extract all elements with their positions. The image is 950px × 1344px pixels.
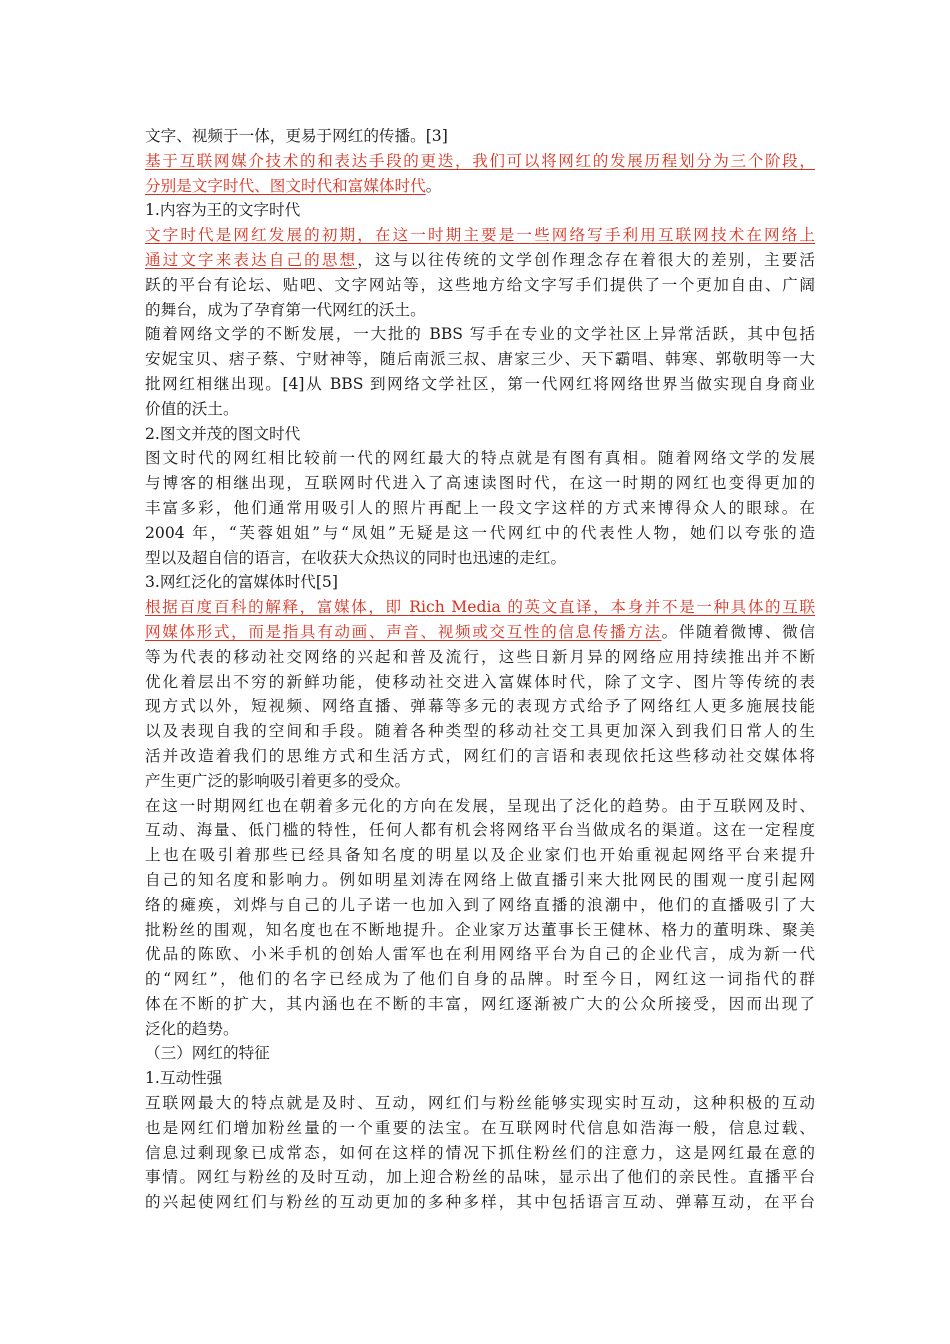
text-run: 的兴起使网红们与粉丝的互动更加的多种多样，其中包括语言互动、弹幕互动，在平台 (145, 1193, 815, 1212)
text-run: 泛化的趋势。 (145, 1019, 239, 1038)
text-line (145, 794, 815, 819)
text-run: 产生更广泛的影响吸引着更多的受众。 (145, 771, 411, 790)
text-line (145, 1165, 815, 1190)
text-run: 上也在吸引着那些已经具备知名度的明星以及企业家们也开始重视起网络平台来提升 (145, 846, 815, 865)
text-line (145, 496, 815, 521)
text-line (145, 198, 815, 223)
text-line (145, 397, 815, 422)
text-line (145, 223, 815, 248)
text-run: 2004 年，“芙蓉姐姐”与“凤姐”无疑是这一代网红中的代表性人物，她们以夸张的造 (145, 523, 815, 542)
text-line (145, 670, 815, 695)
text-line (145, 1017, 815, 1042)
text-line (145, 149, 815, 174)
highlighted-text: 通过文字来表达自己的思想 (145, 250, 358, 269)
text-run: 络的瘫痪，刘烨与自己的儿子诺一也加入到了网络直播的浪潮中，他们的直播吸引了大 (145, 895, 815, 914)
highlighted-text: 基于互联网媒介技术的和表达手段的更迭，我们可以将网红的发展历程划分为三个阶段， (145, 151, 815, 170)
text-run: 3.网红泛化的富媒体时代[5] (145, 573, 338, 592)
text-run: 以及表现自我的空间和手段。随着各种类型的移动社交工具更加深入到我们日常人的生 (145, 722, 815, 741)
text-run: 随着网络文学的不断发展，一大批的 BBS 写手在专业的文学社区上异常活跃，其中包括 (145, 325, 815, 344)
text-run: 1.内容为王的文字时代 (145, 201, 301, 220)
document-page (145, 124, 815, 1215)
text-run: 。伴随着微博、微信 (661, 622, 815, 641)
text-run: 现方式以外，短视频、网络直播、弹幕等多元的表现方式给予了网络红人更多施展技能 (145, 697, 815, 716)
text-line (145, 546, 815, 571)
text-run: 2.图文并茂的图文时代 (145, 424, 301, 443)
text-run: 。 (425, 176, 442, 195)
text-line (145, 967, 815, 992)
text-run: （三）网红的特征 (145, 1044, 270, 1063)
text-run: 的舞台，成为了孕育第一代网红的沃土。 (145, 300, 426, 319)
text-line (145, 124, 815, 149)
text-line (145, 322, 815, 347)
text-line (145, 694, 815, 719)
text-run: 的“网红”，他们的名字已经成为了他们自身的品牌。时至今日，网红这一词指代的群 (145, 970, 815, 989)
text-line (145, 570, 815, 595)
text-line (145, 595, 815, 620)
text-line (145, 347, 815, 372)
text-line (145, 843, 815, 868)
text-line (145, 719, 815, 744)
text-run: 1.互动性强 (145, 1069, 223, 1088)
text-line (145, 620, 815, 645)
text-line (145, 471, 815, 496)
text-line (145, 298, 815, 323)
text-run: 价值的沃土。 (145, 399, 239, 418)
text-line (145, 248, 815, 273)
text-run: 在这一时期网红也在朝着多元化的方向在发展，呈现出了泛化的趋势。由于互联网及时、 (145, 796, 815, 815)
text-run: 互动、海量、低门槛的特性，任何人都有机会将网络平台当做成名的渠道。这在一定程度 (145, 821, 815, 840)
text-run: 事情。网红与粉丝的及时互动，加上迎合粉丝的品味，显示出了他们的亲民性。直播平台 (145, 1168, 815, 1187)
highlighted-text: 文字时代是网红发展的初期，在这一时期主要是一些网络写手利用互联网技术在网络上 (145, 226, 815, 245)
highlighted-text: 分别是文字时代、图文时代和富媒体时代 (145, 176, 426, 195)
text-run: 自己的知名度和影响力。例如明星刘涛在网络上做直播引来大批网民的围观一度引起网 (145, 870, 815, 889)
text-run: 优品的陈欧、小米手机的创始人雷军也在利用网络平台为自己的企业代言，成为新一代 (145, 945, 815, 964)
text-run: 跃的平台有论坛、贴吧、文字网站等，这些地方给文字写手们提供了一个更加自由、广阔 (145, 275, 815, 294)
highlighted-text: 根据百度百科的解释，富媒体，即 Rich Media 的英文直译，本身并不是一种具体的互联 (145, 598, 815, 617)
text-run: 也是网红们增加粉丝量的一个重要的法宝。在互联网时代信息如浩海一般，信息过载、 (145, 1118, 815, 1137)
text-run: 文字、视频于一体，更易于网红的传播。[3] (145, 127, 448, 145)
text-line (145, 1041, 815, 1066)
text-line (145, 744, 815, 769)
text-run: 丰富多彩，他们通常用吸引人的照片再配上一段文字这样的方式来博得众人的眼球。在 (145, 498, 815, 517)
text-line (145, 818, 815, 843)
text-line (145, 942, 815, 967)
text-line (145, 1066, 815, 1091)
text-line (145, 521, 815, 546)
text-run: 活并改造着我们的思维方式和生活方式，网红们的言语和表现依托这些移动社交媒体将 (145, 746, 815, 765)
text-run: 图文时代的网红相比较前一代的网红最大的特点就是有图有真相。随着网络文学的发展 (145, 449, 815, 468)
text-line (145, 893, 815, 918)
text-run: 等为代表的移动社交网络的兴起和普及流行，这些日新月异的网络应用持续推出并不断 (145, 647, 815, 666)
text-line (145, 1141, 815, 1166)
text-run: ，这与以往传统的文学创作理念存在着很大的差别，主要活 (357, 250, 815, 269)
text-line (145, 992, 815, 1017)
text-run: 互联网最大的特点就是及时、互动，网红们与粉丝能够实现实时互动，这种积极的互动 (145, 1094, 815, 1113)
highlighted-text: 网媒体形式，而是指具有动画、声音、视频或交互性的信息传播方法 (145, 622, 662, 641)
text-line (145, 769, 815, 794)
text-line (145, 645, 815, 670)
text-line (145, 1091, 815, 1116)
text-run: 安妮宝贝、痞子蔡、宁财神等，随后南派三叔、唐家三少、天下霸唱、韩寒、郭敬明等一大 (145, 350, 815, 369)
text-line (145, 1116, 815, 1141)
text-run: 批网红相继出现。[4]从 BBS 到网络文学社区，第一代网红将网络世界当做实现自身商业 (145, 374, 815, 393)
text-run: 型以及超自信的语言，在收获大众热议的同时也迅速的走红。 (145, 548, 567, 567)
text-line (145, 868, 815, 893)
text-line (145, 372, 815, 397)
text-run: 信息过剩现象已成常态，如何在这样的情况下抓住粉丝们的注意力，这是网红最在意的 (145, 1143, 815, 1162)
text-line (145, 174, 815, 199)
text-run: 体在不断的扩大，其内涵也在不断的丰富，网红逐渐被广大的公众所接受，因而出现了 (145, 994, 815, 1013)
text-run: 与博客的相继出现，互联网时代进入了高速读图时代，在这一时期的网红也变得更加的 (145, 474, 815, 493)
text-line (145, 422, 815, 447)
text-run: 批粉丝的围观，知名度也在不断地提升。企业家万达董事长王健林、格力的董明珠、聚美 (145, 920, 815, 939)
text-line (145, 446, 815, 471)
text-line (145, 273, 815, 298)
text-run: 优化着层出不穷的新鲜功能，使移动社交进入富媒体时代，除了文字、图片等传统的表 (145, 672, 815, 691)
text-line (145, 1190, 815, 1215)
text-line (145, 918, 815, 943)
